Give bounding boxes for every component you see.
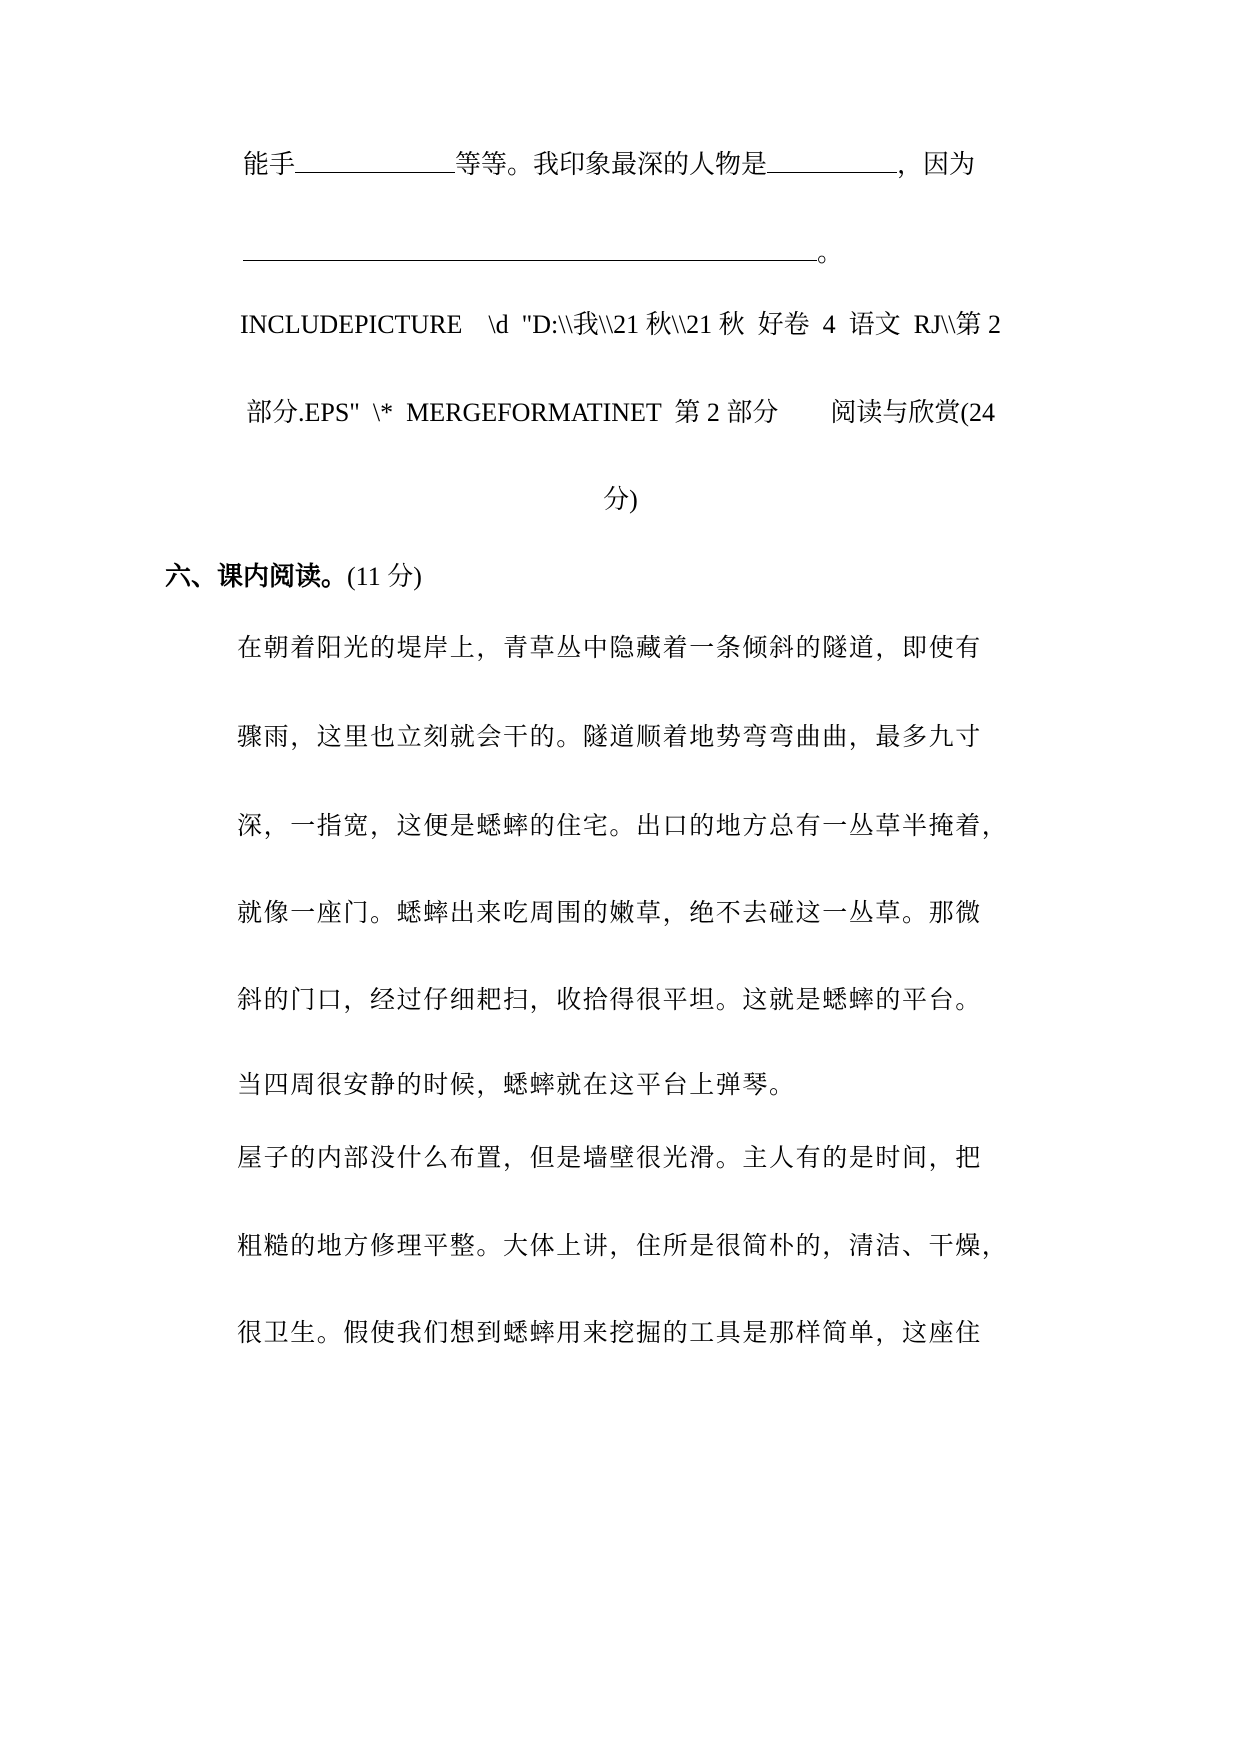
- text: ，因为: [897, 150, 976, 179]
- field-code-line-1: INCLUDEPICTURE \d "D:\\我\\21 秋\\21 秋 好卷 4 语文 RJ\\第 2: [239, 310, 1002, 339]
- text: 能手: [243, 150, 296, 179]
- passage-line: 在朝着阳光的堤岸上，青草丛中隐藏着一条倾斜的隧道，即使有: [237, 633, 982, 662]
- blank-2[interactable]: [767, 150, 897, 173]
- blank-3[interactable]: [243, 238, 817, 261]
- field-code-line-3: 分): [603, 485, 638, 514]
- passage-line: 粗糙的地方修理平整。大体上讲，住所是很简朴的，清洁、干燥，: [237, 1231, 1009, 1260]
- fill-in-line-2: [243, 238, 843, 268]
- passage-line: 骤雨，这里也立刻就会干的。隧道顺着地势弯弯曲曲，最多九寸: [237, 722, 982, 751]
- field-code-line-2: 部分.EPS" \* MERGEFORMATINET 第 2 部分 阅读与欣赏(24: [246, 398, 995, 427]
- blank-1[interactable]: [295, 150, 455, 173]
- passage-line: 就像一座门。蟋蟀出来吃周围的嫩草，绝不去碰这一丛草。那微: [237, 898, 982, 927]
- fill-in-line-1: [243, 150, 975, 180]
- section-heading: [165, 562, 422, 592]
- text: 。: [817, 238, 844, 267]
- passage-line: 屋子的内部没什么布置，但是墙壁很光滑。主人有的是时间，把: [237, 1143, 982, 1172]
- passage-line: 斜的门口，经过仔细耙扫，收拾得很平坦。这就是蟋蟀的平台。: [237, 985, 982, 1014]
- passage-line: 当四周很安静的时候，蟋蟀就在这平台上弹琴。: [237, 1070, 796, 1099]
- points: (11 分): [347, 562, 422, 591]
- passage-line: 很卫生。假使我们想到蟋蟀用来挖掘的工具是那样简单，这座住: [237, 1318, 982, 1347]
- heading-text: 六、课内阅读。: [165, 562, 348, 591]
- passage-line: 深，一指宽，这便是蟋蟀的住宅。出口的地方总有一丛草半掩着，: [237, 811, 1009, 840]
- text: 等等。我印象最深的人物是: [455, 150, 768, 179]
